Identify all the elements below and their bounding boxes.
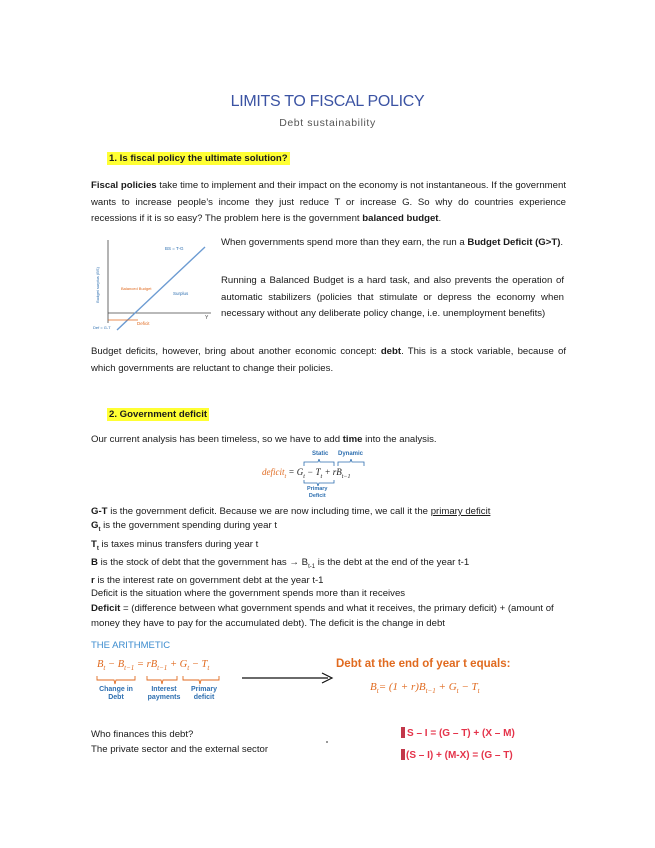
section1-para2: When governments spend more than they earn, the run a Budget Deficit (G>T). xyxy=(221,237,564,248)
deficit-formula xyxy=(258,451,408,503)
section1-para1: Fiscal policies take time to implement and their impact on the economy is not instantaneous. If the government wants to increase people’s income they just reduce T or increase G. So why do countries experience recessions if it is so easy? The problem here is the government balanced budget. xyxy=(91,180,566,224)
label-interest-payments: Interest payments xyxy=(147,686,181,701)
graph-balanced-label: Balanced Budget xyxy=(121,286,152,291)
section2-heading: 2. Government deficit xyxy=(109,409,208,420)
deficit-definition: Deficit is the situation where the government spends more than it receives Deficit = (difference between what government spends and what it receives, the primary deficit) + (amount of money they have to pay for the accumulated debt). The deficit is the change in debt xyxy=(91,588,554,629)
graph-y-axis-label: Y xyxy=(205,315,209,321)
graph-def-label: Def = G-T xyxy=(93,325,111,330)
arithmetic-heading: THE ARITHMETIC xyxy=(91,640,171,651)
arrow-right-icon xyxy=(242,672,334,684)
label-primary-deficit: Primary deficit xyxy=(190,686,218,701)
arithmetic-equation-left: $B_t - B_{t-1} = rB_{t-1} + G_t - T_t$ xyxy=(97,659,210,673)
page-title: LIMITS TO FISCAL POLICY xyxy=(230,93,425,110)
budget-graph xyxy=(93,235,215,335)
formula-static-label: Static xyxy=(312,451,329,457)
graph-deficit-label: Deficit xyxy=(137,321,150,326)
page-subtitle: Debt sustainability xyxy=(279,117,376,129)
def-debt-stock: B is the stock of debt that the government has → $B_{t-1}$ is the debt at the end of the year t-1 xyxy=(91,556,470,570)
graph-line-label: BS = T-G xyxy=(165,246,184,251)
section1-para4: Budget deficits, however, bring about another economic concept: debt. This is a stock variable, because of which governments are reluctant to change their policies. xyxy=(91,346,566,374)
marker-icon xyxy=(401,727,405,738)
finance-equation-1: S – I = (G – T) + (X – M) xyxy=(401,727,515,739)
section2-para1: Our current analysis has been timeless, so we have to add time into the analysis. xyxy=(91,434,437,445)
marker-icon xyxy=(401,749,405,760)
def-government-spending: $G_t$ is the government spending during year t xyxy=(91,520,277,534)
formula-primary-label: Primary Deficit xyxy=(307,486,328,499)
debt-end-year-equation: $B_t= (1 + r)B_{t-1} + G_t - T_t$ xyxy=(370,681,480,696)
graph-surplus-label: Surplus xyxy=(173,291,189,296)
arithmetic-braces xyxy=(95,675,225,685)
stray-dot xyxy=(326,741,328,743)
def-taxes: $T_t$ is taxes minus transfers during year t xyxy=(91,538,259,552)
definitions-list xyxy=(91,505,571,588)
formula-equation: deficit$_t$ = $G_t - T_t + rB_{t-1}$ xyxy=(262,467,351,480)
label-change-in-debt: Change in Debt xyxy=(99,686,133,701)
finance-equation-2: (S – I) + (M-X) = (G – T) xyxy=(401,749,513,761)
formula-dynamic-label: Dynamic xyxy=(338,451,364,457)
finance-text: Who finances this debt? The private sector and the external sector xyxy=(91,729,269,755)
def-interest-rate: r is the interest rate on government debt at the year t-1 xyxy=(91,574,324,586)
debt-end-year-title: Debt at the end of year t equals: xyxy=(336,658,511,670)
section1-heading: 1. Is fiscal policy the ultimate solution? xyxy=(109,153,288,164)
section1-para3: Running a Balanced Budget is a hard task, and also prevents the operation of automatic stabilizers (policies that stimulate or depress the economy when necessary without any deliberate policy change, i.e. unemployment benefits) xyxy=(221,275,564,319)
formula-top-braces xyxy=(302,459,372,467)
graph-ylabel: Budget surplus (BS) xyxy=(95,267,100,303)
def-primary-deficit: G-T is the government deficit. Because we are now including time, we call it the primary deficit xyxy=(91,506,491,517)
